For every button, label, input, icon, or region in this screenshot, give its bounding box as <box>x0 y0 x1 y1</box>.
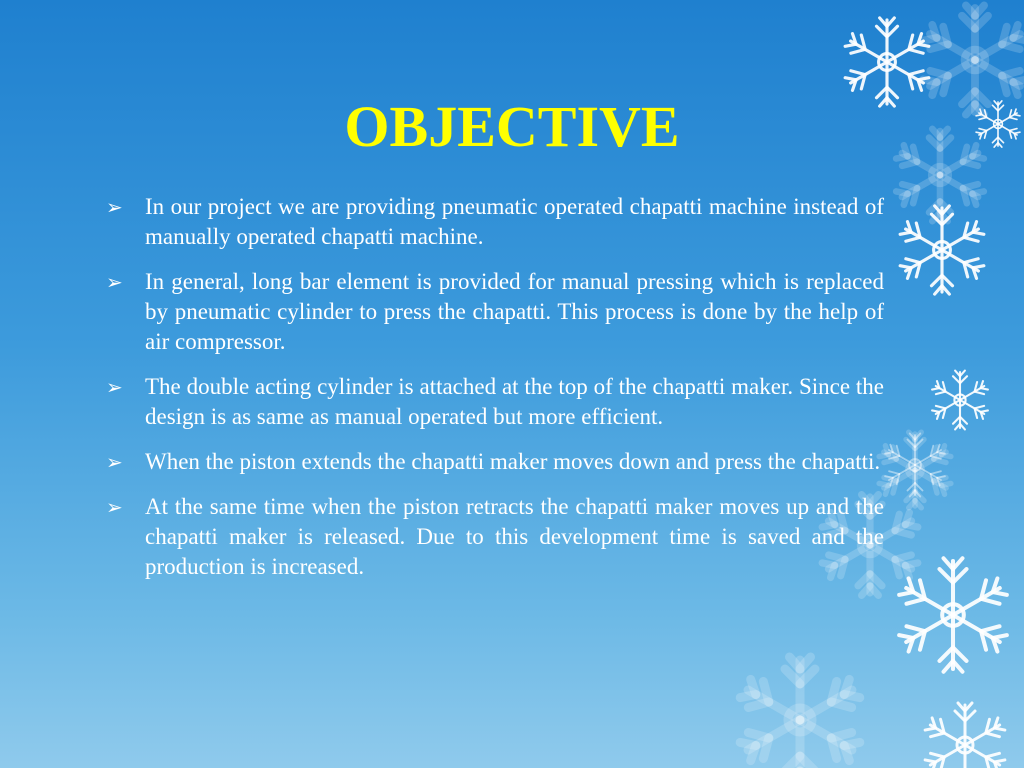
bullet-text: The double acting cylinder is attached at the top of the chapatti maker. Since the design is as same as manual operated but more efficient. <box>145 374 884 429</box>
snowflake-icon <box>931 371 989 430</box>
snowflake-icon <box>924 703 1007 768</box>
arrow-bullet-icon: ➢ <box>106 450 123 474</box>
bullet-item <box>106 447 884 477</box>
bullet-list <box>106 192 884 597</box>
arrow-bullet-icon: ➢ <box>106 270 123 294</box>
bullet-text: When the piston extends the chapatti maker moves down and press the chapatti. <box>145 449 881 474</box>
snowflake-icon <box>897 558 1009 671</box>
snowflake-icon <box>738 657 862 768</box>
arrow-bullet-icon: ➢ <box>106 375 123 399</box>
snowflake-icon <box>884 434 946 497</box>
bullet-item <box>106 492 884 582</box>
bullet-text: At the same time when the piston retracts the chapatti maker moves up and the chapatti maker is released. Due to this development time is saved and the production is increased. <box>145 494 884 579</box>
snowflake-icon <box>899 206 986 294</box>
bullet-item <box>106 267 884 357</box>
bullet-text: In our project we are providing pneumatic operated chapatti machine instead of manually operated chapatti machine. <box>145 194 884 249</box>
arrow-bullet-icon: ➢ <box>106 495 123 519</box>
bullet-item <box>106 372 884 432</box>
bullet-text: In general, long bar element is provided for manual pressing which is replaced by pneumatic cylinder to press the chapatti. This process is done by the help of air compressor. <box>145 269 884 354</box>
bullet-item <box>106 192 884 252</box>
snowflake-icon <box>878 432 952 508</box>
arrow-bullet-icon: ➢ <box>106 195 123 219</box>
slide-title: OBJECTIVE <box>344 94 680 159</box>
